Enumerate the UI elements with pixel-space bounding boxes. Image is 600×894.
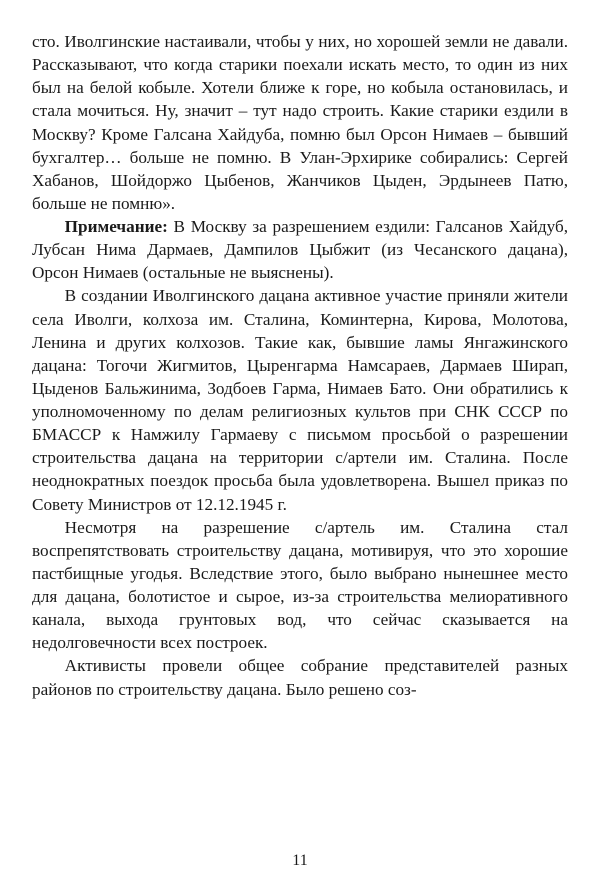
page-body [32, 30, 568, 701]
paragraph-founding: В создании Иволгинского дацана активное участие приняли жители села Иволги, колхоза им. Сталина, Коминтерна, Кирова, Молотова, Ленина и других колхозов. Такие как, бывшие ламы Янгажинского дацана: Тогочи Жигмитов, Цыренгарма Намсараев, Дармаев Ширап, Цыденов Бальжинима, Зодбоев Гарма, Нимаев Бато. Они обратились к уполномоченному по делам религиозных культов при СНК СССР по БМАССР к Намжилу Гармаеву с письмом просьбой о разрешении строительства дацана на территории с/артели им. Сталина. После неоднократных поездок просьба была удовлетворена. Вышел приказ по Совету Министров от 12.12.1945 г. [32, 286, 568, 514]
note-text: В Москву за разрешением ездили: Галсанов Хайдуб, Лубсан Нима Дармаев, Дампилов Цыбжит (из Чесанского дацана), Орсон Нимаев (остальные не выяснены). [32, 217, 568, 283]
note-label: Примечание: [64, 217, 168, 236]
page-number: 11 [292, 852, 308, 869]
paragraph-note [32, 215, 568, 284]
paragraph-activists: Активисты провели общее собрание представителей разных районов по строительству дацана. Было решено соз- [32, 656, 568, 699]
paragraph-continued: сто. Иволгинские настаивали, чтобы у них, но хорошей земли не давали. Рассказывают, что когда старики поехали искать место, то один из них был на белой кобыле. Хотели ближе к горе, но кобыла остановилась, и стала мочиться. Ну, значит – тут надо строить. Какие старики ездили в Москву? Кроме Галсана Хайдуба, помню был Орсон Нимаев – бывший бухгалтер… больше не помню. В Улан-Эрхирике собирались: Сергей Хабанов, Шойдоржо Цыбенов, Жанчиков Цыден, Эрдынеев Патю, больше не помню». [32, 32, 568, 213]
paragraph-obstruction: Несмотря на разрешение с/артель им. Сталина стал воспрепятствовать строительству дацана, мотивируя, что это хорошие пастбищные угодья. Вследствие этого, было выбрано нынешнее место для дацана, болотистое и сырое, из-за строительства мелиоративного канала, выхода грунтовых вод, что сейчас сказывается на недолговечности всех построек. [32, 517, 568, 653]
